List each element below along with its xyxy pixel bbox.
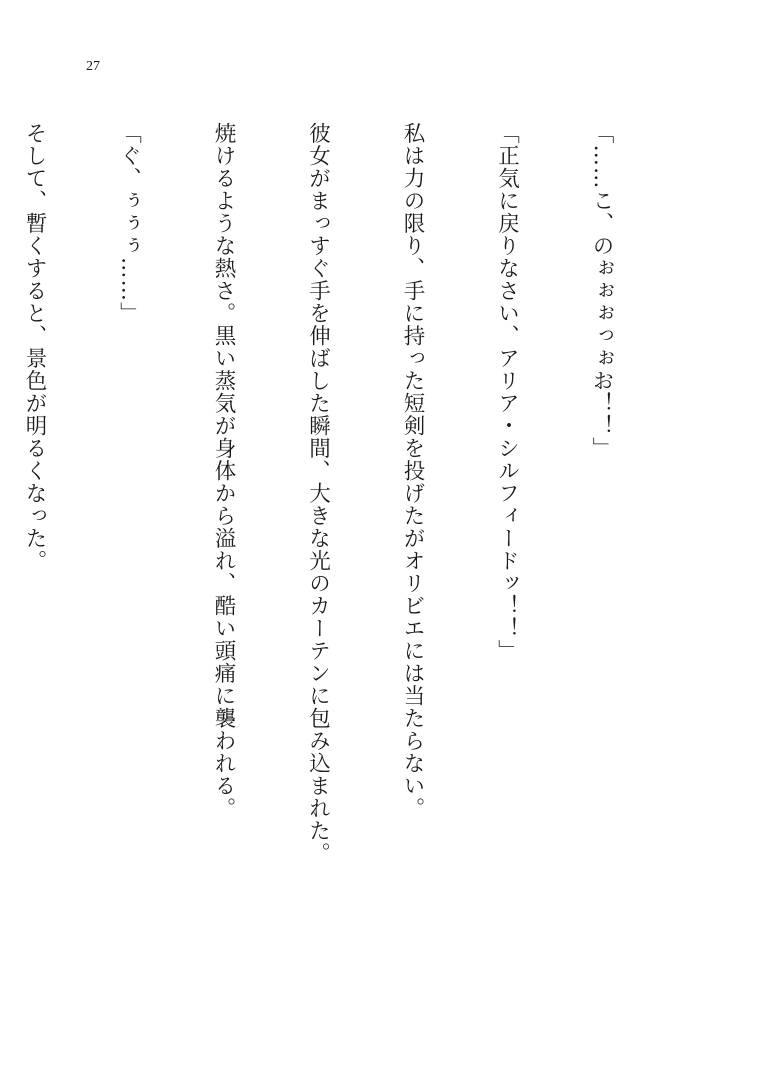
text-line: 彼女がまっすぐ手を伸ばした瞬間、大きな光のカーテンに包み込まれた。	[305, 122, 331, 865]
text-line: 焼けるような熱さ。黒い蒸気が身体から溢れ、酷い頭痛に襲われる。	[211, 122, 236, 820]
text-line: 私は力の限り、手に持った短剣を投げたがオリビエには当たらない。	[400, 122, 425, 820]
vertical-text-body	[22, 122, 680, 1022]
text-line: そして、暫くすると、景色が明るくなった。	[22, 122, 47, 572]
text-line: 「ぐ、ぅぅぅ……」	[116, 122, 142, 325]
text-line: 「正気に戻りなさい、アリア・シルフィードッ！！」	[494, 122, 520, 662]
page-number: 27	[86, 59, 100, 74]
text-line: 「……こ、のぉぉぉっぉお！！」	[589, 122, 614, 460]
